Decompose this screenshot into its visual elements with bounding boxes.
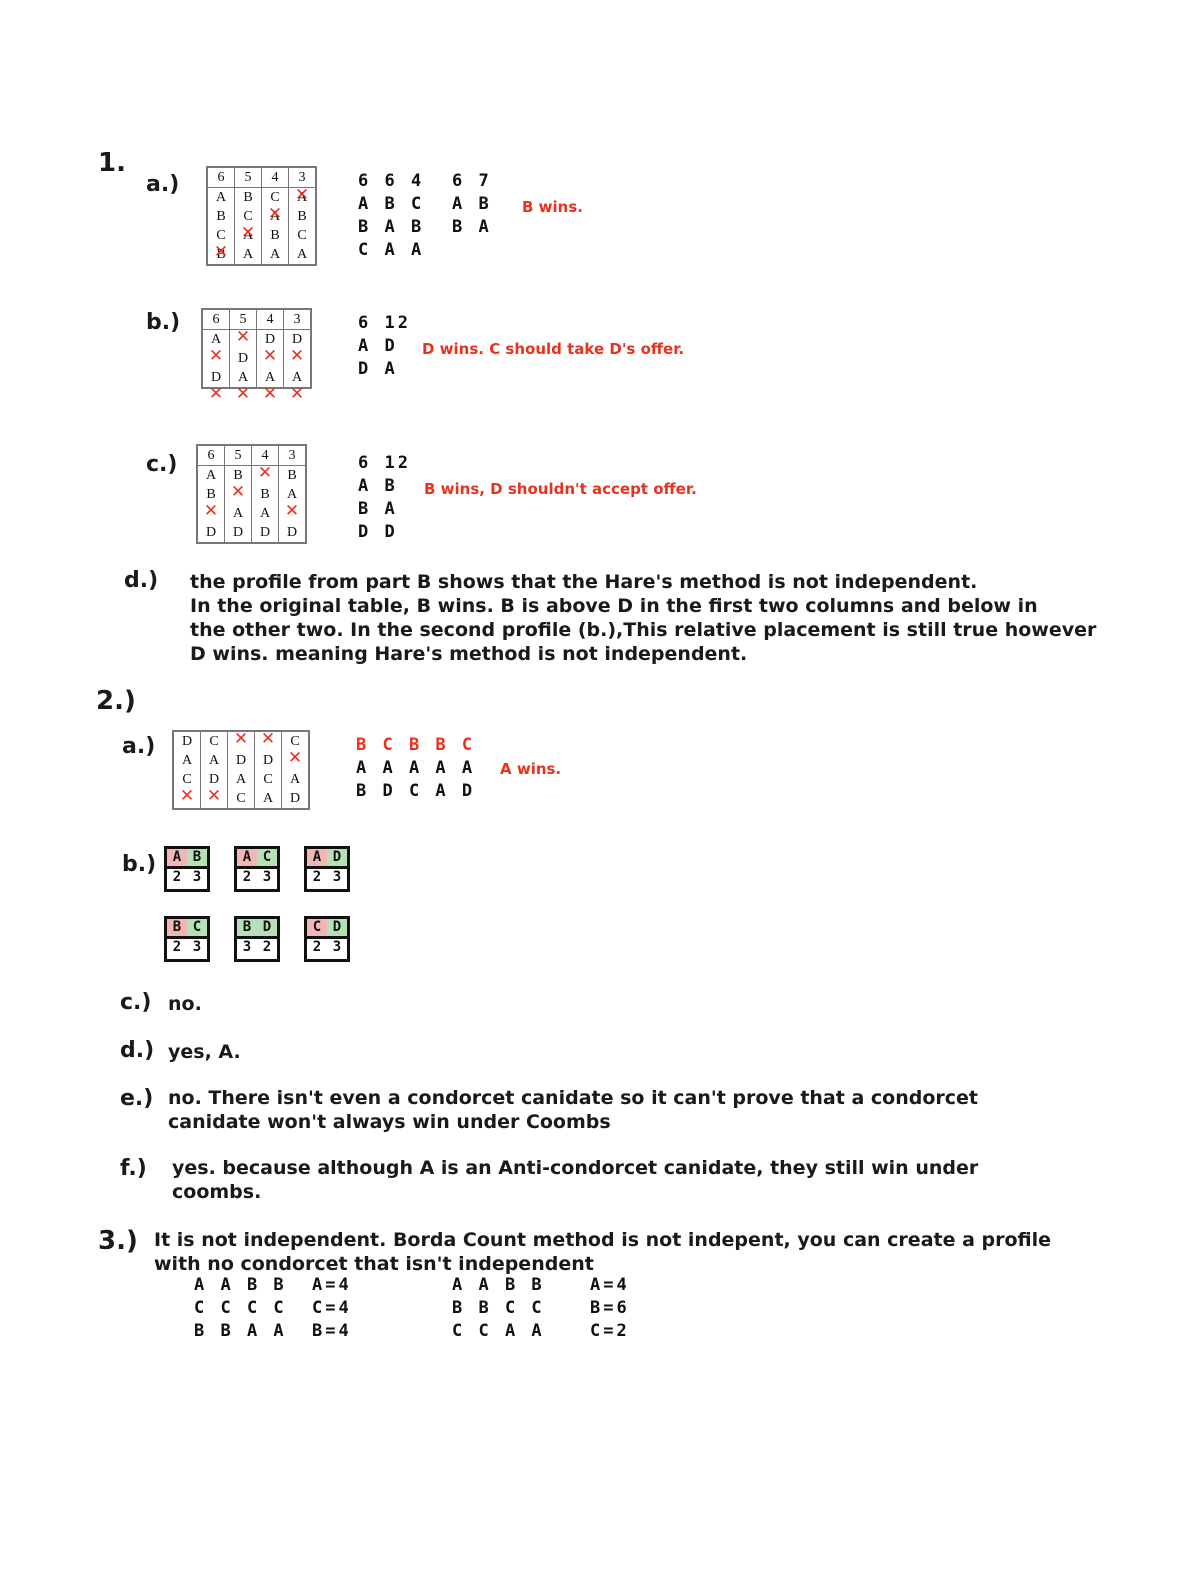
- table-cell: C: [235, 207, 262, 226]
- table-header: 6: [202, 309, 230, 330]
- work-line: B A B: [358, 217, 425, 237]
- table-cell: A: [215, 190, 227, 205]
- table-cell: D: [228, 751, 255, 770]
- profile-row: C C A A: [452, 1321, 545, 1341]
- crossed-cell: [255, 731, 282, 751]
- pairwise-box-cd: [304, 916, 350, 962]
- work-line: A B: [452, 194, 492, 214]
- work-line: B C B B C: [356, 735, 476, 755]
- table-cell: B: [252, 485, 279, 504]
- work-line: C A A: [358, 240, 425, 260]
- answer-1d: [190, 570, 1150, 666]
- work-line: A A A A A: [356, 758, 476, 778]
- table-cell: A: [279, 485, 307, 504]
- table-cell: B: [279, 466, 307, 486]
- pair-score: 3: [242, 939, 252, 955]
- table-cell: B: [262, 226, 289, 245]
- part-1b-label: b.): [146, 310, 181, 335]
- table-cell: D: [205, 525, 217, 540]
- pair-candidate: D: [327, 919, 347, 936]
- table-cell: C: [282, 731, 310, 751]
- answer-line: coombs.: [172, 1181, 262, 1203]
- table-cell: A: [284, 368, 312, 387]
- work-line: A D: [358, 336, 398, 356]
- profile-3-left: [194, 1274, 287, 1343]
- table-cell: A: [210, 332, 222, 347]
- answer-line: canidate won't always win under Coombs: [168, 1111, 611, 1133]
- question-3-number: 3.): [98, 1226, 138, 1256]
- round-work-1a: [358, 170, 424, 262]
- profile-table-1c: [196, 444, 307, 544]
- pair-score: 3: [332, 939, 342, 955]
- pair-candidate: D: [327, 849, 347, 866]
- crossed-cell: B ✕: [207, 245, 235, 265]
- crossed-cell: [257, 349, 284, 368]
- answer-line: yes. because although A is an Anti-condorcet canidate, they still win under: [172, 1157, 979, 1179]
- part-1d-label: d.): [124, 568, 159, 593]
- crossed-cell: [284, 349, 312, 368]
- crossed-cell: [230, 387, 257, 388]
- table-cell: C: [201, 731, 228, 751]
- table-cell: B: [216, 209, 226, 224]
- crossed-cell: [282, 751, 310, 770]
- table-cell: A: [228, 770, 255, 789]
- table-header: 3: [284, 309, 312, 330]
- scores-3-left: [312, 1274, 352, 1343]
- pair-score: 3: [192, 869, 202, 885]
- result-1b: D wins. C should take D's offer.: [422, 340, 685, 358]
- table-cell: C: [262, 188, 289, 208]
- table-cell: C: [182, 772, 192, 787]
- table-cell: A: [262, 245, 289, 265]
- work-line: D A: [358, 359, 398, 379]
- score-line: C=4: [312, 1298, 352, 1318]
- table-cell: B: [206, 487, 216, 502]
- profile-row: B B A A: [194, 1321, 287, 1341]
- pair-score: 2: [312, 939, 322, 955]
- table-cell: A: [282, 770, 310, 789]
- crossed-cell: [284, 387, 312, 388]
- table-cell: D: [225, 523, 252, 543]
- work-line: A B C: [358, 194, 425, 214]
- crossed-cell: [230, 330, 257, 350]
- round-work-1c: [358, 452, 411, 544]
- table-cell: D: [230, 349, 257, 368]
- work-line: 6 6 4: [358, 171, 425, 191]
- pair-score: 2: [172, 939, 182, 955]
- table-header: 4: [262, 167, 289, 188]
- answer-2c: no.: [168, 993, 202, 1015]
- pair-score: 2: [242, 869, 252, 885]
- part-2e-label: e.): [120, 1086, 154, 1111]
- table-cell: D: [252, 523, 279, 543]
- pair-candidate: A: [237, 849, 257, 866]
- pair-score: 3: [192, 939, 202, 955]
- work-line: B A: [358, 499, 398, 519]
- table-header: 3: [289, 167, 317, 188]
- table-cell: A: [255, 789, 282, 809]
- crossed-cell: A ✕: [235, 226, 262, 245]
- table-cell: A: [257, 368, 284, 387]
- profile-row: B B C C: [452, 1298, 545, 1318]
- table-cell: A: [252, 504, 279, 523]
- answer-line: no. There isn't even a condorcet canidate so it can't prove that a condorcet: [168, 1087, 978, 1109]
- table-cell: A: [235, 245, 262, 265]
- table-cell: A: [225, 504, 252, 523]
- part-2b-label: b.): [122, 852, 157, 877]
- work-line: D D: [358, 522, 398, 542]
- score-line: A=4: [312, 1275, 352, 1295]
- final-round-1a: [452, 170, 492, 239]
- table-header: 5: [225, 445, 252, 466]
- pairwise-box-ac: [234, 846, 280, 892]
- profile-row: A A B B: [452, 1275, 545, 1295]
- table-cell: A: [205, 468, 217, 483]
- answer-2d: yes, A.: [168, 1041, 241, 1063]
- table-cell: C: [255, 770, 282, 789]
- work-line: 6 7: [452, 171, 492, 191]
- table-header: 4: [252, 445, 279, 466]
- answer-line: D wins. meaning Hare's method is not independent.: [190, 643, 748, 665]
- pair-candidate: B: [187, 849, 207, 866]
- part-2f-label: f.): [120, 1156, 147, 1181]
- part-1c-label: c.): [146, 452, 178, 477]
- table-cell: D: [257, 330, 284, 350]
- crossed-cell: [257, 387, 284, 388]
- work-line: 6 12: [358, 313, 411, 333]
- part-2a-label: a.): [122, 734, 156, 759]
- table-cell: D: [282, 789, 310, 809]
- answer-line: It is not independent. Borda Count method is not indepent, you can create a profile: [154, 1229, 1052, 1251]
- pair-candidate: A: [167, 849, 187, 866]
- profile-table-2a: [172, 730, 310, 810]
- round-work-1b: [358, 312, 411, 381]
- pair-candidate: C: [257, 849, 277, 866]
- answer-2f: [172, 1156, 1092, 1204]
- answer-line: with no condorcet that isn't independent: [154, 1253, 594, 1275]
- work-line: 6 12: [358, 453, 411, 473]
- answer-2e: [168, 1086, 1068, 1134]
- table-cell: A: [289, 245, 317, 265]
- table-cell: A: [230, 368, 257, 387]
- table-cell: D: [201, 770, 228, 789]
- answer-line: the other two. In the second profile (b.),This relative placement is still true however: [190, 619, 1097, 641]
- crossed-cell: [173, 789, 201, 809]
- profile-table-1a: [206, 166, 317, 266]
- result-2a: A wins.: [500, 760, 562, 778]
- pair-candidate: B: [237, 919, 257, 936]
- pair-candidate: B: [167, 919, 187, 936]
- pair-candidate: D: [257, 919, 277, 936]
- table-header: 3: [279, 445, 307, 466]
- work-line: B D C A D: [356, 781, 476, 801]
- question-1-number: 1.: [98, 148, 126, 178]
- table-cell: B: [225, 466, 252, 486]
- crossed-cell: [228, 731, 255, 751]
- score-line: B=6: [590, 1298, 630, 1318]
- pairwise-box-ad: [304, 846, 350, 892]
- pair-score: 2: [172, 869, 182, 885]
- work-line: A B: [358, 476, 398, 496]
- table-cell: A: [181, 753, 193, 768]
- pair-score: 3: [332, 869, 342, 885]
- pair-candidate: C: [307, 919, 327, 936]
- table-header: 4: [257, 309, 284, 330]
- question-2-number: 2.): [96, 686, 136, 716]
- part-2d-label: d.): [120, 1038, 155, 1063]
- crossed-cell: [202, 387, 230, 388]
- crossed-cell: [197, 504, 225, 523]
- pair-score: 3: [262, 869, 272, 885]
- table-header: 6: [197, 445, 225, 466]
- table-cell: D: [284, 330, 312, 350]
- table-cell: D: [255, 751, 282, 770]
- result-1a: B wins.: [522, 198, 583, 216]
- part-1a-label: a.): [146, 172, 180, 197]
- pairwise-box-bc: [164, 916, 210, 962]
- pairwise-box-bd: [234, 916, 280, 962]
- answer-line: the profile from part B shows that the Hare's method is not independent.: [190, 571, 978, 593]
- table-cell: C: [289, 226, 317, 245]
- pairwise-box-ab: [164, 846, 210, 892]
- table-cell: A: [201, 751, 228, 770]
- table-cell: B: [235, 188, 262, 208]
- table-cell: C: [216, 228, 226, 243]
- pair-candidate: A: [307, 849, 327, 866]
- profile-3-right: [452, 1274, 545, 1343]
- crossed-cell: A ✕: [262, 207, 289, 226]
- crossed-cell: [279, 504, 307, 523]
- profile-table-1b: [201, 308, 312, 389]
- pair-score: 2: [312, 869, 322, 885]
- crossed-cell: A ✕: [289, 188, 317, 208]
- pair-candidate: C: [187, 919, 207, 936]
- table-header: 5: [230, 309, 257, 330]
- table-cell: D: [210, 370, 222, 385]
- crossed-cell: [201, 789, 228, 809]
- table-cell: C: [228, 789, 255, 809]
- work-line: B A: [452, 217, 492, 237]
- table-cell: D: [279, 523, 307, 543]
- score-line: C=2: [590, 1321, 630, 1341]
- round-work-2a: [356, 734, 475, 803]
- answer-line: In the original table, B wins. B is above D in the first two columns and below in: [190, 595, 1038, 617]
- crossed-cell: [202, 349, 230, 368]
- table-cell: B: [289, 207, 317, 226]
- answer-3: [154, 1228, 1114, 1276]
- crossed-cell: [252, 466, 279, 486]
- score-line: B=4: [312, 1321, 352, 1341]
- profile-row: C C C C: [194, 1298, 287, 1318]
- score-line: A=4: [590, 1275, 630, 1295]
- crossed-cell: [225, 485, 252, 504]
- table-header: 5: [235, 167, 262, 188]
- profile-row: A A B B: [194, 1275, 287, 1295]
- result-1c: B wins, D shouldn't accept offer.: [424, 480, 697, 498]
- part-2c-label: c.): [120, 990, 152, 1015]
- pair-score: 2: [262, 939, 272, 955]
- scores-3-right: [590, 1274, 630, 1343]
- table-cell: D: [181, 734, 193, 749]
- table-header: 6: [207, 167, 235, 188]
